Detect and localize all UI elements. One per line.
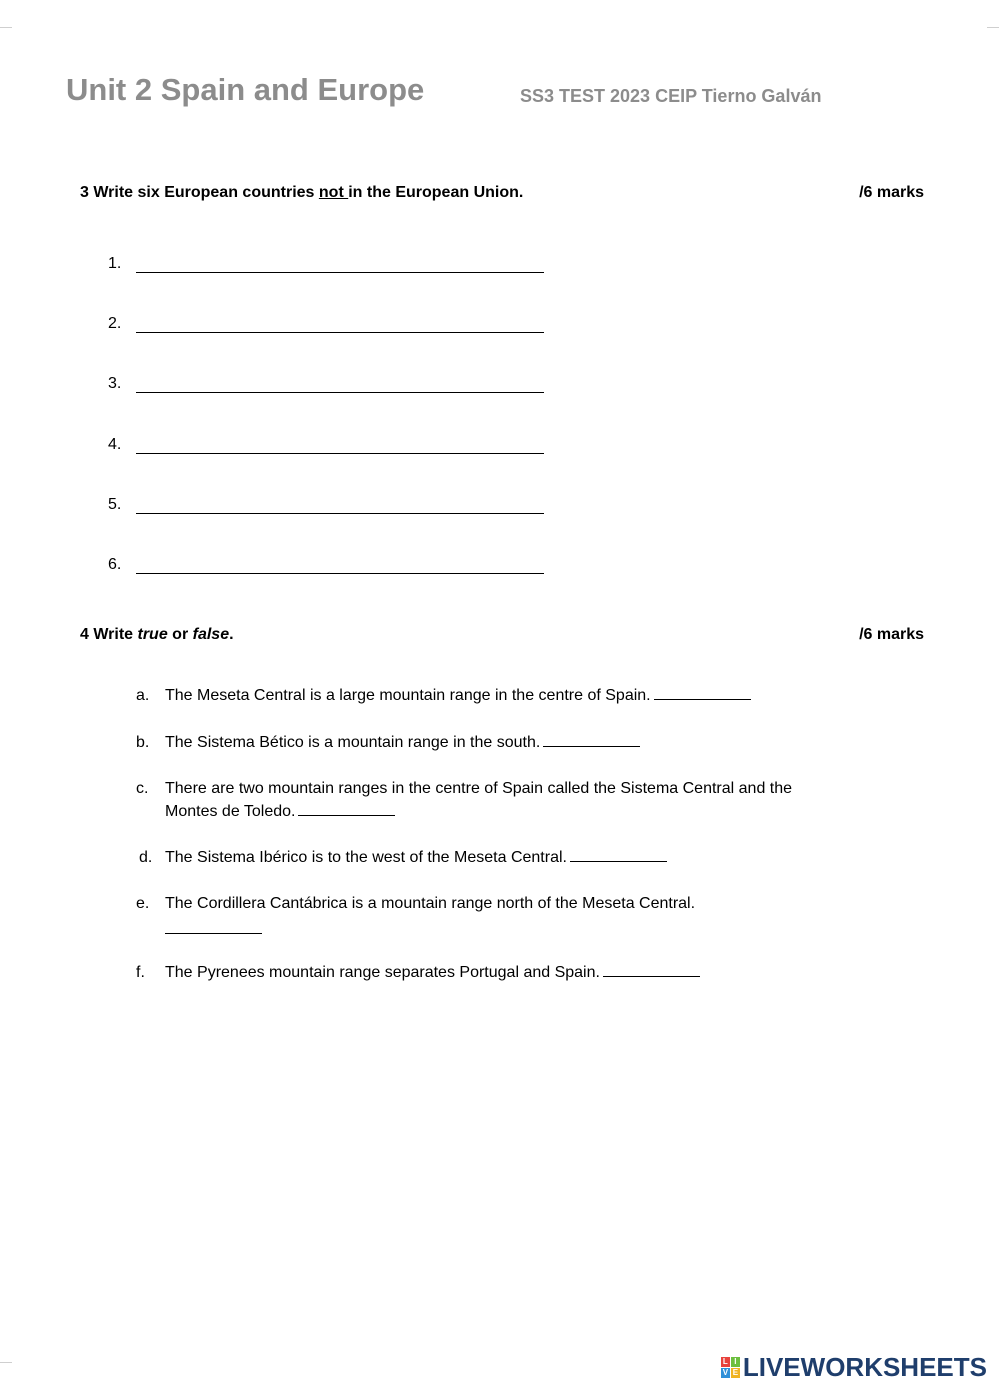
- item-letter: c.: [136, 780, 149, 797]
- item-letter: b.: [136, 734, 150, 751]
- answer-number: 2.: [108, 315, 122, 332]
- answer-blank[interactable]: [136, 392, 544, 393]
- answer-number: 4.: [108, 436, 122, 453]
- item-letter: f.: [136, 964, 145, 981]
- item-statement: The Meseta Central is a large mountain range in the centre of Spain.: [165, 687, 651, 704]
- answer-line[interactable]: [108, 496, 548, 516]
- answer-line[interactable]: [108, 255, 548, 275]
- answer-number: 5.: [108, 496, 122, 513]
- item-statement: There are two mountain ranges in the centre of Spain called the Sistema Central and the Montes de Toledo.: [165, 780, 793, 820]
- answer-blank[interactable]: [136, 272, 544, 273]
- answer-number: 6.: [108, 556, 122, 573]
- question-3-marks: /6 marks: [859, 184, 924, 201]
- item-statement: The Sistema Bético is a mountain range in the south.: [165, 734, 541, 751]
- item-statement: The Sistema Ibérico is to the west of the Meseta Central.: [165, 849, 567, 866]
- question-3-heading: 3 Write six European countries not in the European Union.: [80, 184, 524, 201]
- answer-line[interactable]: [108, 375, 548, 395]
- underlined-word: not: [318, 184, 349, 201]
- answer-line[interactable]: [108, 436, 548, 456]
- page-subtitle: SS3 TEST 2023 CEIP Tierno Galván: [520, 86, 822, 106]
- item-letter: a.: [136, 687, 150, 704]
- question-4-marks: /6 marks: [859, 626, 924, 643]
- liveworksheets-brand[interactable]: [721, 1352, 987, 1382]
- brand-name: LIVEWORKSHEETS: [742, 1351, 987, 1382]
- answer-blank[interactable]: [543, 732, 640, 747]
- answer-line[interactable]: [108, 315, 548, 335]
- item-letter: d.: [139, 849, 153, 866]
- answer-blank[interactable]: [654, 685, 751, 700]
- answer-blank[interactable]: [136, 453, 544, 454]
- page-title: Unit 2 Spain and Europe: [66, 72, 425, 107]
- answer-blank[interactable]: [136, 513, 544, 514]
- answer-blank[interactable]: [165, 919, 262, 934]
- liveworksheets-logo-icon: L I V E: [722, 1356, 739, 1377]
- item-statement: The Pyrenees mountain range separates Portugal and Spain.: [165, 964, 600, 981]
- answer-number: 3.: [108, 375, 122, 392]
- answer-blank[interactable]: [298, 801, 395, 816]
- answer-line[interactable]: [108, 556, 548, 576]
- answer-blank[interactable]: [136, 332, 544, 333]
- crop-mark: [987, 27, 999, 28]
- item-statement: The Cordillera Cantábrica is a mountain range north of the Meseta Central.: [165, 895, 696, 912]
- crop-mark: [0, 1362, 12, 1363]
- answer-number: 1.: [108, 255, 122, 272]
- answer-blank[interactable]: [136, 573, 544, 574]
- crop-mark: [0, 27, 12, 28]
- answer-blank[interactable]: [603, 962, 700, 977]
- item-letter: e.: [136, 895, 150, 912]
- question-4-heading: 4 Write true or false.: [80, 626, 234, 643]
- answer-blank[interactable]: [570, 847, 667, 862]
